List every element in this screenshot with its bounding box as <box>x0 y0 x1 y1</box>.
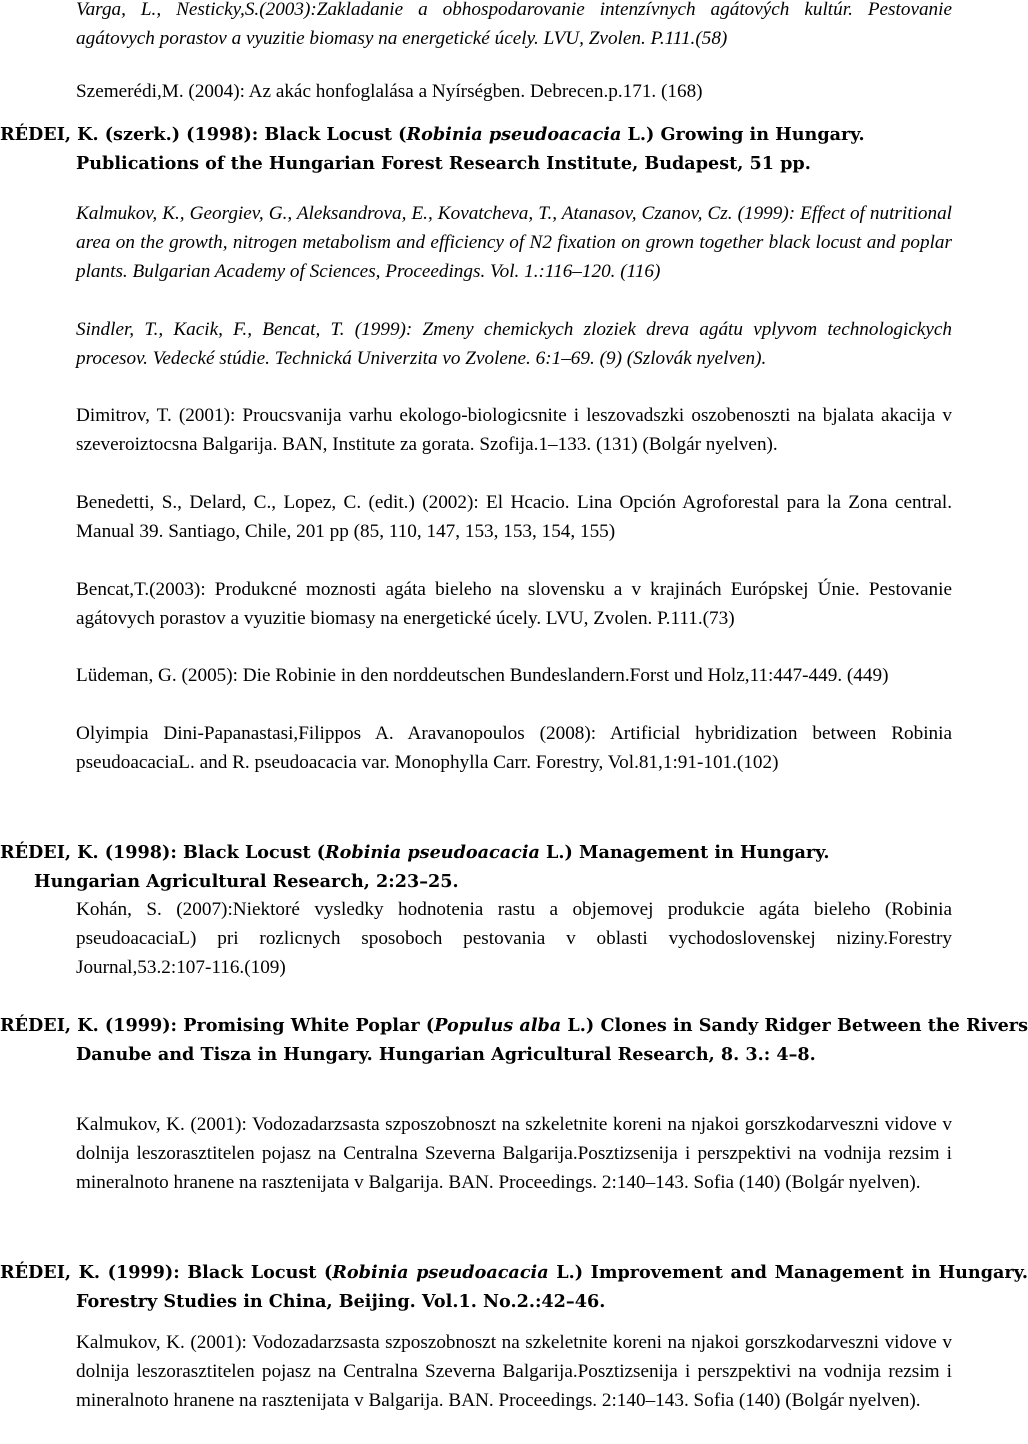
reference-ludeman: Lüdeman, G. (2005): Die Robinie in den norddeutschen Bundeslandern.Forst und Holz,11:447-449. (449) <box>76 665 889 686</box>
heading-text: RÉDEI, K. (1998): Black Locust ( <box>0 842 326 863</box>
heading-text: L.) Management in Hungary. <box>539 842 830 863</box>
reference-olyimpia: Olyimpia Dini-Papanastasi,Filippos A. Aravanopoulos (2008): Artificial hybridization between Robinia pseudoacaciaL. and R. pseudoacacia var. Monophylla Carr. Forestry, Vol.81,1:91-101.(102) <box>76 723 952 773</box>
reference-dimitrov: Dimitrov, T. (2001): Proucsvanija varhu ekologo-biologicsnite i leszovadszki oszobenoszti na bjalata akacija v szeveroiztocsna Balgarija. BAN, Institute za gorata. Szofija.1–133. (131) (Bolgár nyelven). <box>76 405 952 455</box>
species-name: Robinia pseudoacacia <box>406 124 622 145</box>
species-name: Populus alba <box>434 1015 562 1036</box>
heading-redei-1999-black-locust <box>0 1258 1028 1316</box>
heading-text: L.) Improvement and Management in Hungary. Forestry Studies in China, Beijing. Vol.1. No.2.:42–46. <box>76 1262 1028 1312</box>
species-name: Robinia pseudoacacia <box>332 1262 549 1283</box>
reference-kohan: Kohán, S. (2007):Niektoré vysledky hodnotenia rastu a objemovej produkcie agáta bieleho (Robinia pseudoacaciaL) pri rozlicnych sposoboch pestovania v oblasti vychodoslovenskej niziny.Forestry Journal,53.2:107-116.(109) <box>76 899 952 978</box>
species-name: Robinia pseudoacacia <box>325 842 540 863</box>
heading-text: RÉDEI, K. (1999): Promising White Poplar ( <box>0 1015 435 1036</box>
heading-text: L.) Growing in Hungary. <box>621 124 865 145</box>
reference-bencat: Bencat,T.(2003): Produkcné moznosti agáta bieleho na slovensku a v krajinách Európskej Únie. Pestovanie agátovych porastov a vyuzitie biomasy na energetické úcely. LVU, Zvolen. P.111.(73) <box>76 579 952 629</box>
reference-szemeredi: Szemerédi,M. (2004): Az akác honfoglalása a Nyírségben. Debrecen.p.171. (168) <box>76 81 703 102</box>
heading-text: RÉDEI, K. (szerk.) (1998): Black Locust ( <box>0 124 407 145</box>
heading-text: L.) Clones in Sandy Ridger Between the Rivers Danube and Tisza in Hungary. Hungarian Agricultural Research, 8. 3.: 4–8. <box>76 1015 1028 1065</box>
reference-varga: Varga, L., Nesticky,S.(2003):Zakladanie a obhospodarovanie intenzívnych agátových kultúr. Pestovanie agátovych porastov a vyuzitie biomasy na energetické úcely. LVU, Zvolen. P.111.(58) <box>76 0 952 49</box>
heading-redei-1998-growing <box>0 120 952 178</box>
reference-kalmukov-1999: Kalmukov, K., Georgiev, G., Aleksandrova, E., Kovatcheva, T., Atanasov, Czanov, Cz. (1999): Effect of nutritional area on the growth, nitrogen metabolism and efficiency of N2 fixation on grown together black locust and poplar plants. Bulgarian Academy of Sciences, Proceedings. Vol. 1.:116–120. (116) <box>76 203 952 282</box>
reference-kalmukov-2001-b: Kalmukov, K. (2001): Vodozadarzsasta szposzobnoszt na szkeletnite koreni na njakoi gorszkodarveszni vidove v dolnija leszorasztitelen pojasz na Centralna Szeverna Balgarija.Posztizsenija i perszpektivi na vodnija rezsim i mineralnoto hranene na rasztenijata v Balgarija. BAN. Proceedings. 2:140–143. Sofia (140) (Bolgár nyelven). <box>76 1332 952 1411</box>
heading-text: RÉDEI, K. (1999): Black Locust ( <box>0 1262 333 1283</box>
reference-kalmukov-2001-a: Kalmukov, K. (2001): Vodozadarzsasta szposzobnoszt na szkeletnite koreni na njakoi gorszkodarveszni vidove v dolnija leszorasztitelen pojasz na Centralna Szeverna Balgarija.Posztizsenija i perszpektivi na vodnija rezsim i mineralnoto hranene na rasztenijata v Balgarija. BAN. Proceedings. 2:140–143. Sofia (140) (Bolgár nyelven). <box>76 1114 952 1193</box>
reference-benedetti: Benedetti, S., Delard, C., Lopez, C. (edit.) (2002): El Hcacio. Lina Opción Agroforestal para la Zona central. Manual 39. Santiago, Chile, 201 pp (85, 110, 147, 153, 153, 154, 155) <box>76 492 952 542</box>
reference-sindler: Sindler, T., Kacik, F., Bencat, T. (1999): Zmeny chemickych zloziek dreva agátu vplyvom technologickych procesov. Vedecké stúdie. Technická Univerzita vo Zvolene. 6:1–69. (9) (Szlovák nyelven). <box>76 319 952 369</box>
heading-redei-1999-poplar <box>0 1011 1028 1069</box>
heading-redei-1998-management <box>0 838 952 896</box>
heading-line-2: Publications of the Hungarian Forest Research Institute, Budapest, 51 pp. <box>76 153 811 174</box>
heading-line-2: Hungarian Agricultural Research, 2:23–25. <box>34 871 459 892</box>
